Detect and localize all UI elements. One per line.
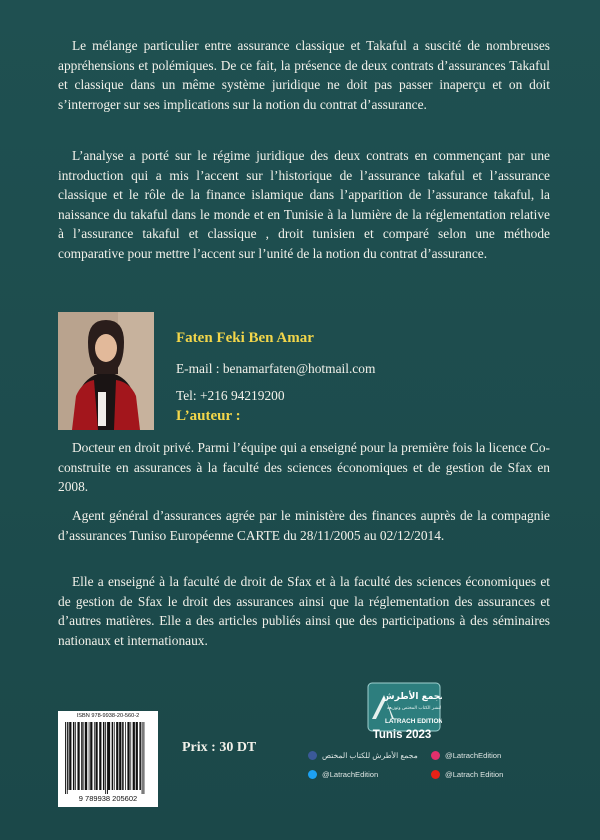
- social-instagram-label: @LatrachEdition: [445, 751, 502, 760]
- barcode-bar: [114, 722, 115, 790]
- barcode-bar: [90, 722, 92, 790]
- barcode-bar: [133, 722, 135, 790]
- price: Prix : 30 DT: [182, 740, 257, 755]
- barcode-bar: [77, 722, 79, 790]
- summary-paragraph-2: L’analyse a porté sur le régime juridique des deux contrats en commençant par une introduction qui a mis l’accent sur l’historique de l’assurance takaful et l’assurance classique et le rôle de la finance islamique dans l’apparition de l’assurance takaful, la naissance du takaful dans le monde et en Tunisie à la lumière de la réglementation relative à l’assurance takaful et classique , droit tunisien et comparé selon une méthode comparative pour mettre l’accent sur l’unité de la notion du contrat d’assurance.: [58, 148, 550, 261]
- barcode-bar: [112, 722, 114, 790]
- isbn-label: ISBN 978-9938-20-560-2: [76, 713, 140, 719]
- social-facebook-label: مجمع الأطرش للكتاب المختص: [322, 751, 418, 760]
- twitter-icon: [308, 770, 317, 779]
- author-bio-paragraph-1: Docteur en droit privé. Parmi l’équipe qui a enseigné pour la première fois la licence Co-construite en assurances à la faculté des sciences économiques et de gestion de Sfax en 2008.: [58, 440, 550, 495]
- barcode-bar: [125, 722, 126, 790]
- barcode-bar: [67, 722, 68, 794]
- social-facebook[interactable]: [308, 751, 418, 760]
- social-youtube-label: @Latrach Edition: [445, 770, 504, 779]
- social-twitter-label: @LatrachEdition: [322, 770, 379, 779]
- author-email: E-mail : benamarfaten@hotmail.com: [176, 361, 376, 376]
- barcode-bar: [81, 722, 83, 790]
- barcode-bar: [73, 722, 75, 790]
- barcode-bar: [139, 722, 141, 790]
- publisher-arabic-name: مجمع الأطرش: [382, 692, 442, 702]
- barcode-bar: [85, 722, 87, 790]
- facebook-icon: [308, 751, 317, 760]
- publication-place-year: Tunis 2023: [372, 729, 432, 741]
- barcode-bar: [89, 722, 90, 790]
- author-photo: [58, 312, 154, 430]
- author-bio-paragraph-3: Elle a enseigné à la faculté de droit de Sfax et à la faculté des sciences économiques et de gestion de Sfax le droit des assurances ainsi que la réglementation des assurances et d’autres matières. Elle a des articles publiés ainsi que des participations à des séminaires nationaux et internationaux.: [58, 574, 550, 648]
- barcode-bar: [119, 722, 121, 790]
- barcode-bar: [83, 722, 84, 790]
- isbn-number: 9 789938 205602: [78, 794, 138, 803]
- barcode-bar: [65, 722, 66, 794]
- barcode-bar: [142, 722, 143, 794]
- author-phone: Tel: +216 94219200: [176, 388, 285, 403]
- publisher-logo: [366, 681, 442, 733]
- barcode-bar: [94, 722, 95, 790]
- barcode-bar: [105, 722, 106, 794]
- social-youtube[interactable]: [431, 770, 503, 779]
- barcode-bar: [107, 722, 108, 794]
- barcode-bar: [68, 722, 69, 790]
- barcode-bar: [108, 722, 110, 790]
- barcode-bar: [136, 722, 138, 790]
- barcode-bar: [130, 722, 131, 790]
- youtube-icon: [431, 770, 440, 779]
- barcode-bar: [127, 722, 129, 790]
- barcode-bar: [99, 722, 101, 790]
- barcode-bar: [69, 722, 71, 790]
- social-instagram[interactable]: [431, 751, 501, 760]
- instagram-icon: [431, 751, 440, 760]
- author-heading: L’auteur :: [176, 408, 241, 424]
- publisher-arabic-sub: لنشر الكتاب المختص وتوزيعه: [386, 706, 442, 711]
- barcode-bar: [75, 722, 76, 790]
- barcode-bar: [116, 722, 118, 790]
- barcode-bar: [95, 722, 97, 790]
- barcode-bar: [143, 722, 144, 794]
- barcode-bars: [58, 711, 158, 807]
- isbn-barcode: [58, 711, 158, 807]
- publisher-name: LATRACH EDITION: [384, 718, 442, 725]
- author-name: Faten Feki Ben Amar: [176, 330, 314, 346]
- summary-paragraph-1: Le mélange particulier entre assurance classique et Takaful a suscité de nombreuses appréhensions et polémiques. De ce fait, la présence de deux contrats d’assurances Takaful et classique dans un même système juridique ne doit pas passer inaperçu et on doit s’interroger sur ses implications sur la notion du contrat d’assurance.: [58, 38, 550, 112]
- social-twitter[interactable]: [308, 770, 378, 779]
- barcode-bar: [122, 722, 124, 790]
- barcode-bar: [103, 722, 105, 790]
- author-bio-paragraph-2: Agent général d’assurances agrée par le ministère des finances auprès de la compagnie d’assurances Tuniso Européenne CARTE du 28/11/2005 au 02/12/2014.: [58, 508, 550, 543]
